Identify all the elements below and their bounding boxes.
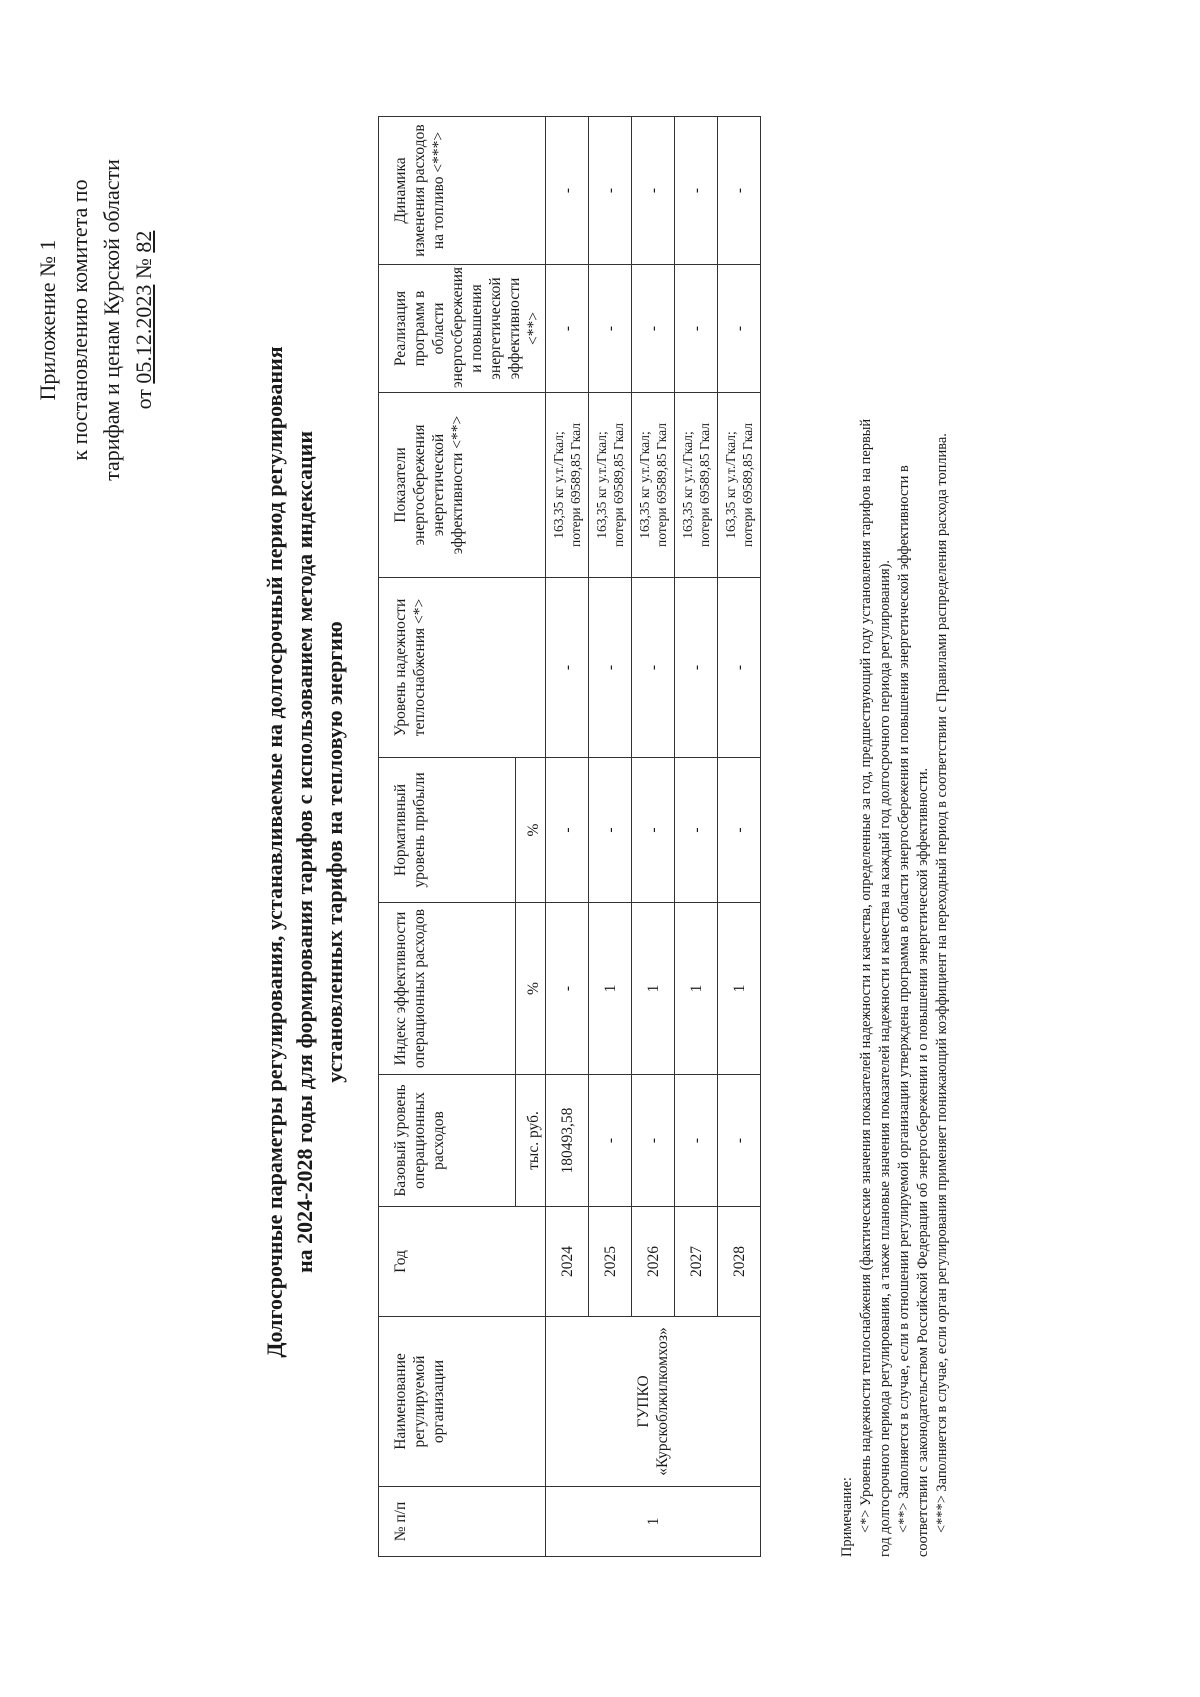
cell-energy	[632, 393, 675, 578]
table-row	[546, 117, 589, 1557]
header-reliability: Уровень надежности теплоснабжения <*>	[379, 578, 546, 758]
cell-profit: -	[718, 758, 761, 903]
appendix-line-1: Приложение № 1	[35, 239, 60, 401]
cell-year: 2024	[546, 1207, 589, 1317]
header-fuel: Динамика изменения расходов на топливо <***>	[379, 117, 546, 265]
cell-index: 1	[589, 903, 632, 1075]
cell-base: -	[632, 1075, 675, 1207]
org-number: 1	[546, 1487, 761, 1557]
note-1-line-2: год долгосрочного периода регулирования, а также плановые значения показателей надежности и качества на каждый год долгосрочного периода регулирования).	[877, 560, 893, 1557]
cell-year: 2025	[589, 1207, 632, 1317]
cell-base: -	[675, 1075, 718, 1207]
cell-energy-line-2: потери 69589,85 Гкал	[740, 422, 755, 548]
cell-energy-line-1: 163,35 кг у.т./Гкал;	[594, 431, 609, 539]
header-num: № п/п	[379, 1487, 546, 1557]
header-base: Базовый уровень операционных расходов	[379, 1075, 516, 1207]
parameters-table	[378, 116, 761, 1557]
cell-programs: -	[546, 265, 589, 393]
header-org: Наименование регулируемой организации	[379, 1317, 546, 1487]
cell-index: -	[546, 903, 589, 1075]
cell-year: 2027	[675, 1207, 718, 1317]
header-energy-indicators: Показатели энергосбережения энергетической эффективности <**>	[379, 393, 546, 578]
header-index: Индекс эффективности операционных расходов	[379, 903, 516, 1075]
cell-profit: -	[675, 758, 718, 903]
appendix-line-2: к постановлению комитета по	[67, 179, 92, 461]
cell-energy	[675, 393, 718, 578]
cell-energy-line-1: 163,35 кг у.т./Гкал;	[723, 431, 738, 539]
org-name: ГУПКО «Курскоблжилкомхоз»	[546, 1317, 761, 1487]
unit-index: %	[516, 903, 546, 1075]
cell-energy-line-1: 163,35 кг у.т./Гкал;	[680, 431, 695, 539]
note-2-line-2: соответствии с законодательством Российской Федерации об энергосбережении и о повышении энергетической эффективности.	[915, 767, 931, 1557]
notes-heading: Примечание:	[839, 1477, 855, 1557]
cell-energy	[546, 393, 589, 578]
cell-energy-line-1: 163,35 кг у.т./Гкал;	[551, 431, 566, 539]
cell-base: 180493,58	[546, 1075, 589, 1207]
appendix-date-line	[128, 105, 160, 535]
cell-fuel: -	[675, 117, 718, 265]
cell-profit: -	[589, 758, 632, 903]
cell-year: 2026	[632, 1207, 675, 1317]
cell-profit: -	[632, 758, 675, 903]
table-header-row	[379, 117, 516, 1557]
cell-energy	[718, 393, 761, 578]
cell-reliability: -	[546, 578, 589, 758]
appendix-block	[32, 105, 160, 535]
unit-profit: %	[516, 758, 546, 903]
header-year: Год	[379, 1207, 546, 1317]
cell-index: 1	[632, 903, 675, 1075]
cell-energy-line-2: потери 69589,85 Гкал	[654, 422, 669, 548]
date-prefix: от	[131, 389, 156, 410]
cell-reliability: -	[675, 578, 718, 758]
cell-energy-line-2: потери 69589,85 Гкал	[611, 422, 626, 548]
cell-programs: -	[589, 265, 632, 393]
cell-energy-line-1: 163,35 кг у.т./Гкал;	[637, 431, 652, 539]
cell-base: -	[718, 1075, 761, 1207]
resolution-date: 05.12.2023	[131, 284, 156, 384]
cell-base: -	[589, 1075, 632, 1207]
note-1-line-1: <*> Уровень надежности теплоснабжения (фактические значения показателей надежности и качества, определенные за год, предшествующий году установления тарифов на первый	[858, 418, 874, 1533]
header-profit: Нормативный уровень прибыли	[379, 758, 516, 903]
cell-programs: -	[632, 265, 675, 393]
cell-fuel: -	[718, 117, 761, 265]
notes-block	[838, 117, 952, 1557]
cell-index: 1	[718, 903, 761, 1075]
resolution-number: 82	[131, 230, 156, 253]
cell-index: 1	[675, 903, 718, 1075]
document-title	[260, 237, 350, 1467]
cell-year: 2028	[718, 1207, 761, 1317]
title-line-3: установленных тарифов на тепловую энергию	[322, 621, 347, 1083]
note-3: <***> Заполняется в случае, если орган регулирования применяет понижающий коэффициент на переходный период в соответствии с Правилами распределения расхода топлива.	[934, 433, 950, 1533]
appendix-line-3: тарифам и ценам Курской области	[99, 159, 124, 481]
cell-fuel: -	[632, 117, 675, 265]
cell-reliability: -	[589, 578, 632, 758]
cell-programs: -	[718, 265, 761, 393]
cell-energy-line-2: потери 69589,85 Гкал	[697, 422, 712, 548]
title-line-2: на 2024-2028 годы для формирования тарифов с использованием метода индексации	[292, 430, 317, 1274]
cell-programs: -	[675, 265, 718, 393]
header-programs: Реализация программ в области энергосбережения и повышения энергетической эффективности <**>	[379, 265, 546, 393]
cell-energy	[589, 393, 632, 578]
cell-energy-line-2: потери 69589,85 Гкал	[568, 422, 583, 548]
cell-fuel: -	[589, 117, 632, 265]
cell-profit: -	[546, 758, 589, 903]
number-prefix: №	[131, 258, 156, 280]
title-line-1: Долгосрочные параметры регулирования, устанавливаемые на долгосрочный период регулирования	[262, 346, 287, 1358]
cell-reliability: -	[632, 578, 675, 758]
unit-base: тыс. руб.	[516, 1075, 546, 1207]
cell-reliability: -	[718, 578, 761, 758]
note-2-line-1: <**> Заполняется в случае, если в отношении регулируемой организации утверждена программа в области энергосбережения и повышения энергетической эффективности в	[896, 465, 912, 1533]
cell-fuel: -	[546, 117, 589, 265]
